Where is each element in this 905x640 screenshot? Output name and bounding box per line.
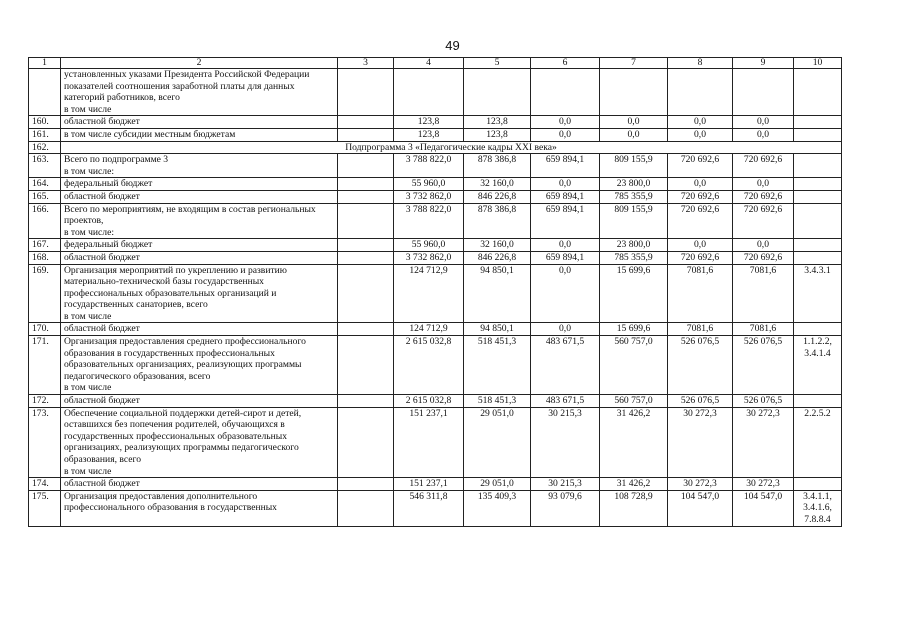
- column-header: 9: [733, 58, 794, 69]
- row-number: 173.: [29, 407, 61, 478]
- col7-value: 15 699,6: [600, 264, 668, 323]
- row-name: областной бюджет: [61, 323, 338, 336]
- col6-value: 30 215,3: [531, 407, 600, 478]
- col6-value: 0,0: [531, 239, 600, 252]
- col7-value: 809 155,9: [600, 154, 668, 178]
- col3-cell: [338, 239, 394, 252]
- col6-value: 659 894,1: [531, 190, 600, 203]
- col5-value: 29 051,0: [464, 478, 531, 491]
- col6-value: 659 894,1: [531, 154, 600, 178]
- col6-value: 0,0: [531, 116, 600, 129]
- row-name: Организация предоставления среднего профессионального образования в государственных профессиональных образовательных организациях, реализующих программы педагогического образования, всего в том числе: [61, 336, 338, 395]
- reference-cell: [794, 239, 842, 252]
- table-row: [29, 478, 842, 491]
- col9-value: 720 692,6: [733, 203, 794, 239]
- reference-cell: [794, 323, 842, 336]
- col5-value: 878 386,8: [464, 154, 531, 178]
- row-name: в том числе субсидии местным бюджетам: [61, 128, 338, 141]
- row-number: 164.: [29, 178, 61, 191]
- row-name: областной бюджет: [61, 251, 338, 264]
- page-number: 49: [445, 38, 460, 53]
- col7-value: 560 757,0: [600, 395, 668, 408]
- column-header: 4: [394, 58, 464, 69]
- column-header: 1: [29, 58, 61, 69]
- column-header: 2: [61, 58, 338, 69]
- row-name: областной бюджет: [61, 478, 338, 491]
- col5-value: 518 451,3: [464, 336, 531, 395]
- col4-value: 3 788 822,0: [394, 154, 464, 178]
- row-number: 167.: [29, 239, 61, 252]
- row-name: Всего по мероприятиям, не входящим в состав региональных проектов, в том числе:: [61, 203, 338, 239]
- row-number: 162.: [29, 141, 61, 154]
- col9-value: 0,0: [733, 239, 794, 252]
- row-name: областной бюджет: [61, 116, 338, 129]
- row-number: 166.: [29, 203, 61, 239]
- col9-value: 7081,6: [733, 323, 794, 336]
- col9-value: 720 692,6: [733, 154, 794, 178]
- reference-cell: 3.4.1.1, 3.4.1.6, 7.8.8.4: [794, 490, 842, 526]
- col4-value: 2 615 032,8: [394, 336, 464, 395]
- col4-value: [394, 69, 464, 116]
- col9-value: 526 076,5: [733, 336, 794, 395]
- row-number: 174.: [29, 478, 61, 491]
- col8-value: 0,0: [668, 116, 733, 129]
- row-name: федеральный бюджет: [61, 239, 338, 252]
- row-number: 168.: [29, 251, 61, 264]
- col6-value: 483 671,5: [531, 395, 600, 408]
- col6-value: 659 894,1: [531, 203, 600, 239]
- col3-cell: [338, 116, 394, 129]
- row-name: федеральный бюджет: [61, 178, 338, 191]
- col3-cell: [338, 128, 394, 141]
- row-number: 170.: [29, 323, 61, 336]
- row-name: Всего по подпрограмме 3 в том числе:: [61, 154, 338, 178]
- col3-cell: [338, 336, 394, 395]
- col3-cell: [338, 251, 394, 264]
- col8-value: 526 076,5: [668, 395, 733, 408]
- col4-value: 2 615 032,8: [394, 395, 464, 408]
- col8-value: 0,0: [668, 239, 733, 252]
- table-row: [29, 154, 842, 178]
- row-name: Организация мероприятий по укреплению и развитию материально-технической базы государственных профессиональных образовательных организаций и государственных санаториев, всего в том числе: [61, 264, 338, 323]
- col4-value: 151 237,1: [394, 407, 464, 478]
- reference-cell: [794, 128, 842, 141]
- col9-value: 720 692,6: [733, 251, 794, 264]
- column-header: 10: [794, 58, 842, 69]
- row-name: Организация предоставления дополнительного профессионального образования в государственных: [61, 490, 338, 526]
- col4-value: 123,8: [394, 116, 464, 129]
- col9-value: 30 272,3: [733, 407, 794, 478]
- col3-cell: [338, 203, 394, 239]
- table-row: [29, 116, 842, 129]
- col5-value: 123,8: [464, 128, 531, 141]
- col6-value: 659 894,1: [531, 251, 600, 264]
- col3-cell: [338, 178, 394, 191]
- col3-cell: [338, 190, 394, 203]
- column-header: 8: [668, 58, 733, 69]
- col8-value: 526 076,5: [668, 336, 733, 395]
- reference-cell: [794, 251, 842, 264]
- row-number: [29, 69, 61, 116]
- col3-cell: [338, 323, 394, 336]
- table-row: [29, 190, 842, 203]
- col5-value: 32 160,0: [464, 178, 531, 191]
- col6-value: 93 079,6: [531, 490, 600, 526]
- col9-value: [733, 69, 794, 116]
- col4-value: 123,8: [394, 128, 464, 141]
- column-header: 5: [464, 58, 531, 69]
- table-row: [29, 407, 842, 478]
- col5-value: 846 226,8: [464, 251, 531, 264]
- col7-value: 0,0: [600, 116, 668, 129]
- col8-value: [668, 69, 733, 116]
- row-name: установленных указами Президента Российской Федерации показателей соотношения заработной платы для данных категорий работников, всего в том числе: [61, 69, 338, 116]
- row-number: 175.: [29, 490, 61, 526]
- table-row: [29, 178, 842, 191]
- col9-value: 0,0: [733, 178, 794, 191]
- row-number: 160.: [29, 116, 61, 129]
- table-row: [29, 336, 842, 395]
- col4-value: 151 237,1: [394, 478, 464, 491]
- table-row: [29, 69, 842, 116]
- col7-value: 108 728,9: [600, 490, 668, 526]
- col5-value: [464, 69, 531, 116]
- col7-value: 15 699,6: [600, 323, 668, 336]
- col3-cell: [338, 478, 394, 491]
- col8-value: 30 272,3: [668, 478, 733, 491]
- row-number: 165.: [29, 190, 61, 203]
- col6-value: 0,0: [531, 178, 600, 191]
- table-row: [29, 490, 842, 526]
- table-row: [29, 141, 842, 154]
- col4-value: 3 732 862,0: [394, 251, 464, 264]
- col3-cell: [338, 264, 394, 323]
- col4-value: 55 960,0: [394, 178, 464, 191]
- table-row: [29, 395, 842, 408]
- col8-value: 30 272,3: [668, 407, 733, 478]
- row-name: областной бюджет: [61, 190, 338, 203]
- reference-cell: [794, 203, 842, 239]
- col8-value: 720 692,6: [668, 203, 733, 239]
- table-row: [29, 323, 842, 336]
- reference-cell: [794, 190, 842, 203]
- col7-value: 31 426,2: [600, 407, 668, 478]
- col7-value: 785 355,9: [600, 190, 668, 203]
- row-number: 172.: [29, 395, 61, 408]
- col3-cell: [338, 69, 394, 116]
- row-name: Обеспечение социальной поддержки детей-сирот и детей, оставшихся без попечения родителей, обучающихся в государственных профессиональных образовательных организациях, реализующих программы педагогического образования, всего в том числе: [61, 407, 338, 478]
- col5-value: 94 850,1: [464, 323, 531, 336]
- row-name: областной бюджет: [61, 395, 338, 408]
- reference-cell: 1.1.2.2, 3.4.1.4: [794, 336, 842, 395]
- reference-cell: [794, 69, 842, 116]
- table-row: [29, 128, 842, 141]
- col6-value: 0,0: [531, 264, 600, 323]
- col7-value: 785 355,9: [600, 251, 668, 264]
- col8-value: 7081,6: [668, 323, 733, 336]
- row-number: 171.: [29, 336, 61, 395]
- col9-value: 0,0: [733, 128, 794, 141]
- col8-value: 720 692,6: [668, 251, 733, 264]
- col6-value: 483 671,5: [531, 336, 600, 395]
- reference-cell: 3.4.3.1: [794, 264, 842, 323]
- col4-value: 124 712,9: [394, 264, 464, 323]
- col4-value: 55 960,0: [394, 239, 464, 252]
- col8-value: 0,0: [668, 128, 733, 141]
- row-number: 161.: [29, 128, 61, 141]
- table-row: [29, 203, 842, 239]
- column-header: 3: [338, 58, 394, 69]
- table-row: [29, 251, 842, 264]
- col7-value: 560 757,0: [600, 336, 668, 395]
- table-body: [29, 69, 842, 527]
- col5-value: 94 850,1: [464, 264, 531, 323]
- col9-value: 104 547,0: [733, 490, 794, 526]
- col3-cell: [338, 490, 394, 526]
- col5-value: 135 409,3: [464, 490, 531, 526]
- row-number: 163.: [29, 154, 61, 178]
- col4-value: 3 788 822,0: [394, 203, 464, 239]
- col8-value: 104 547,0: [668, 490, 733, 526]
- reference-cell: [794, 478, 842, 491]
- table-row: [29, 239, 842, 252]
- col4-value: 124 712,9: [394, 323, 464, 336]
- col8-value: 720 692,6: [668, 154, 733, 178]
- column-header: 6: [531, 58, 600, 69]
- col3-cell: [338, 154, 394, 178]
- table-row: [29, 264, 842, 323]
- col7-value: 31 426,2: [600, 478, 668, 491]
- col7-value: 23 800,0: [600, 239, 668, 252]
- col9-value: 526 076,5: [733, 395, 794, 408]
- col6-value: 0,0: [531, 323, 600, 336]
- col5-value: 846 226,8: [464, 190, 531, 203]
- reference-cell: 2.2.5.2: [794, 407, 842, 478]
- col6-value: [531, 69, 600, 116]
- col4-value: 3 732 862,0: [394, 190, 464, 203]
- reference-cell: [794, 178, 842, 191]
- subprogram-header: Подпрограмма 3 «Педагогические кадры XXI века»: [61, 141, 842, 154]
- col8-value: 7081,6: [668, 264, 733, 323]
- col8-value: 0,0: [668, 178, 733, 191]
- col6-value: 30 215,3: [531, 478, 600, 491]
- col5-value: 32 160,0: [464, 239, 531, 252]
- budget-table: [28, 57, 842, 527]
- reference-cell: [794, 154, 842, 178]
- column-header: 7: [600, 58, 668, 69]
- col3-cell: [338, 395, 394, 408]
- col7-value: 809 155,9: [600, 203, 668, 239]
- col7-value: 23 800,0: [600, 178, 668, 191]
- col9-value: 0,0: [733, 116, 794, 129]
- col5-value: 29 051,0: [464, 407, 531, 478]
- col7-value: 0,0: [600, 128, 668, 141]
- col9-value: 7081,6: [733, 264, 794, 323]
- col5-value: 123,8: [464, 116, 531, 129]
- col5-value: 878 386,8: [464, 203, 531, 239]
- col6-value: 0,0: [531, 128, 600, 141]
- col7-value: [600, 69, 668, 116]
- col8-value: 720 692,6: [668, 190, 733, 203]
- row-number: 169.: [29, 264, 61, 323]
- col5-value: 518 451,3: [464, 395, 531, 408]
- reference-cell: [794, 395, 842, 408]
- col3-cell: [338, 407, 394, 478]
- column-header-row: [29, 58, 842, 69]
- col9-value: 30 272,3: [733, 478, 794, 491]
- col4-value: 546 311,8: [394, 490, 464, 526]
- reference-cell: [794, 116, 842, 129]
- col9-value: 720 692,6: [733, 190, 794, 203]
